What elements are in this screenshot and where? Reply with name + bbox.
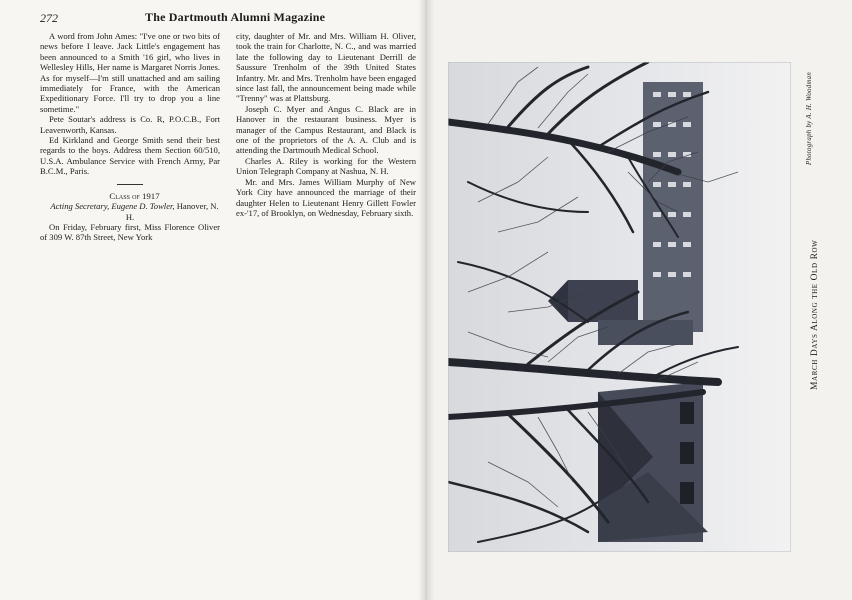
plate-photograph xyxy=(448,62,791,552)
old-row-building xyxy=(643,82,703,332)
secretary-role: Acting Secretary, Eugene D. Towler, xyxy=(50,201,175,212)
paragraph: city, daughter of Mr. and Mrs. William H. Oliver, took the train for Charlotte, N. C., and was married late the following day to Lieutenant Derrill de Saussure Trenholm of the 39th United States Infantry. Mr. and Mrs. Trenholm have been engaged since last fall, the announcement being made while "Trenny" was at Plattsburg. xyxy=(236,31,416,104)
secretary-place: Hanover, N. H. xyxy=(125,201,219,222)
running-head: The Dartmouth Alumni Magazine xyxy=(145,10,326,24)
secretary-line xyxy=(40,201,220,222)
photo-credit-text: Photograph by A. H. Woodman xyxy=(806,71,813,165)
paragraph: Charles A. Riley is working for the Western Union Telegraph Company at Nashua, N. H. xyxy=(236,155,416,177)
hall-building xyxy=(598,382,708,542)
book-gutter xyxy=(418,0,434,600)
winter-campus-scene xyxy=(448,62,791,552)
right-text-column xyxy=(236,31,416,218)
photo-credit xyxy=(806,71,816,175)
plate-caption-text: March Days Along the Old Row xyxy=(810,239,820,390)
paragraph: On Friday, February first, Miss Florence Oliver of 309 W. 87th Street, New York xyxy=(40,221,220,243)
page-number: 272 xyxy=(40,11,58,25)
class-heading: Class of 1917 xyxy=(109,190,160,201)
paragraph: A word from John Ames: "I've one or two bits of news before I leave. Jack Little's engagement has been announced to a Smith '16 girl, who lives in Wellesley Hills, Her name is Margaret Norris Jones. As for myself—I'm still unattached and am sailing immediately for France, with the American Expeditionary Force. I'll try to drop you a line sometime." xyxy=(40,31,220,114)
paragraph: Mr. and Mrs. James William Murphy of New York City have announced the marriage of their daughter Helen to Lieutenant Henry Gillett Fowler ex-'17, of Brooklyn, on Wednesday, February sixth. xyxy=(236,176,416,218)
paragraph: Joseph C. Myer and Angus C. Black are in Hanover in the restaurant business. Myer is manager of the Campus Restaurant, and Black is one of the proprietors of the A. A. Club and is attending the Dartmouth Medical School. xyxy=(236,103,416,156)
paragraph: Pete Soutar's address is Co. R, P.O.C.B., Fort Leavenworth, Kansas. xyxy=(40,114,220,135)
section-divider xyxy=(117,184,143,185)
left-text-column xyxy=(40,31,220,243)
paragraph: Ed Kirkland and George Smith send their best regards to the boys. Address them Section 60/510, U.S.A. Ambulance Service with French Army, Par B.C.M., Paris. xyxy=(40,135,220,177)
